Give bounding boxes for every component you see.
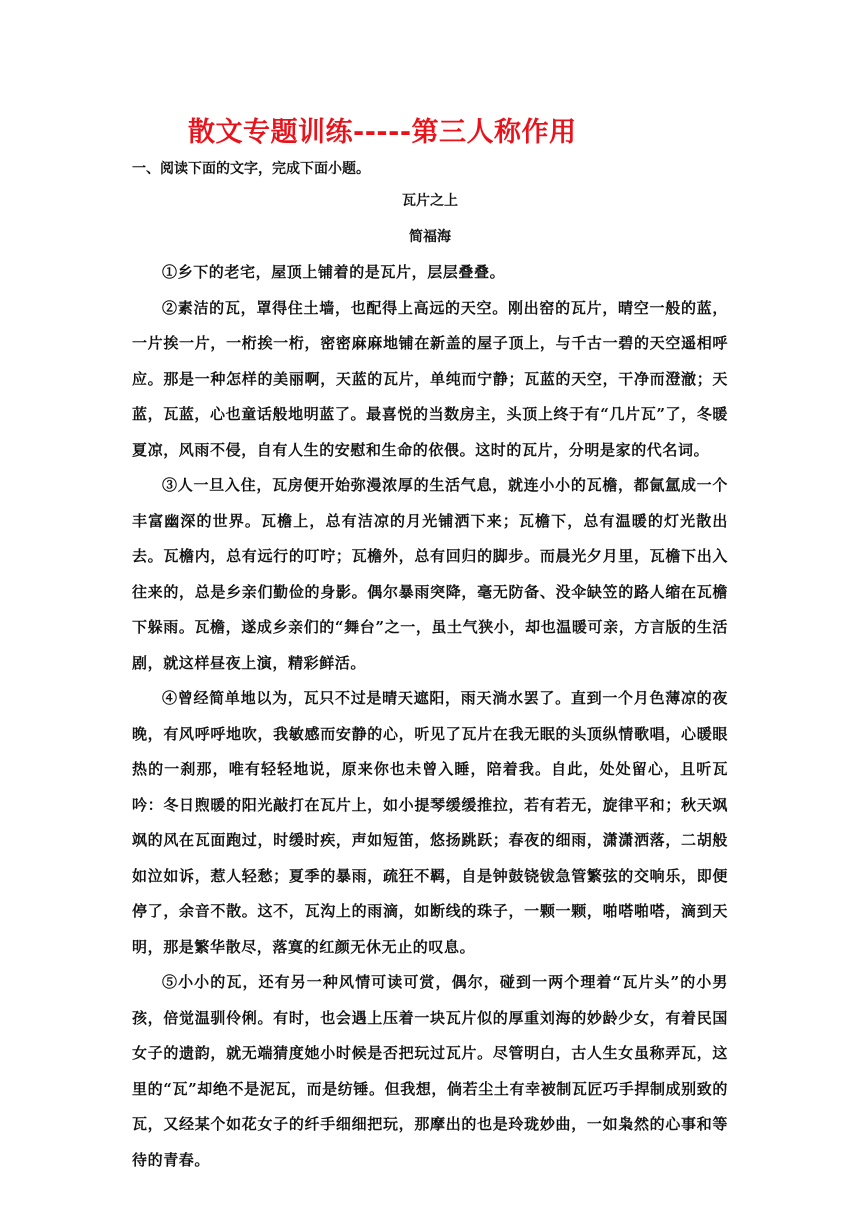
paragraph-5: ⑤小小的瓦，还有另一种风情可读可赏，偶尔，碰到一两个理着“瓦片头”的小男孩，倍觉温驯伶俐。有时，也会遇上压着一块瓦片似的厚重刘海的妙龄少女，有着民国女子的遗韵，就无端猜度她小时候是否把玩过瓦片。尽管明白，古人生女虽称弄瓦，这里的“瓦”却绝不是泥瓦，而是纺锤。但我想，倘若尘土有幸被制瓦匠巧手捍制成别致的瓦，又经某个如花女子的纤手细细把玩，那摩出的也是玲珑妙曲，一如枭然的心事和等待的青春。 bbox=[132, 973, 728, 1169]
paragraph-3: ③人一旦入住，瓦房便开始弥漫浓厚的生活气息，就连小小的瓦檐，都氤氲成一个丰富幽深的世界。瓦檐上，总有洁凉的月光铺洒下来；瓦檐下，总有温暖的灯光散出去。瓦檐内，总有远行的叮咛；瓦檐外，总有回归的脚步。而晨光夕月里，瓦檐下出入往来的，总是乡亲们勤俭的身影。偶尔暴雨突降，毫无防备、没伞缺笠的路人缩在瓦檐下躲雨。瓦檐，遂成乡亲们的“舞台”之一，虽土气狭小，却也温暖可亲，方言版的生活剧，就这样昼夜上演，精彩鲜活。 bbox=[132, 476, 728, 672]
paragraph-2: ②素洁的瓦，罩得住土墙，也配得上高远的天空。刚出窑的瓦片，晴空一般的蓝，一片挨一片，一桁挨一桁，密密麻麻地铺在新盖的屋子顶上，与千古一碧的天空遥相呼应。那是一种怎样的美丽啊，天蓝的瓦片，单纯而宁静；瓦蓝的天空，干净而澄澈；天蓝，瓦蓝，心也童话般地明蓝了。最喜悦的当数房主，头顶上终于有“几片瓦”了，冬暖夏凉，风雨不侵，自有人生的安慰和生命的依偎。这时的瓦片，分明是家的代名词。 bbox=[132, 298, 728, 459]
essay-title: 瓦片之上 bbox=[402, 193, 458, 209]
paragraph-4: ④曾经简单地以为，瓦只不过是晴天遮阳，雨天淌水罢了。直到一个月色薄凉的夜晚，有风呼呼地吹，我敏感而安静的心，听见了瓦片在我无眠的头顶纵情歌唱，心暖眼热的一刹那，唯有轻轻地说，原来你也未曾入睡，陪着我。自此，处处留心，且听瓦吟：冬日煦暖的阳光敲打在瓦片上，如小提琴缓缓推拉，若有若无，旋律平和；秋天飒飒的风在瓦面跑过，时缓时疾，声如短笛，悠扬跳跃；春夜的细雨，潇潇洒落，二胡般如泣如诉，惹人轻愁；夏季的暴雨，疏狂不羁，自是钟鼓铙钹急管繁弦的交响乐，即便停了，余音不散。这不，瓦沟上的雨滴，如断线的珠子，一颗一颗，啪嗒啪嗒，滴到天明，那是繁华散尽，落寞的红颜无休无止的叹息。 bbox=[132, 689, 728, 956]
paragraph-1: ①乡下的老宅，屋顶上铺着的是瓦片，层层叠叠。 bbox=[162, 263, 506, 281]
essay-body bbox=[132, 255, 728, 1178]
essay-author: 简福海 bbox=[409, 229, 451, 245]
question-instruction: 一、阅读下面的文字，完成下面小题。 bbox=[132, 161, 370, 177]
document-title: 散文专题训练-----第三人称作用 bbox=[188, 117, 577, 148]
